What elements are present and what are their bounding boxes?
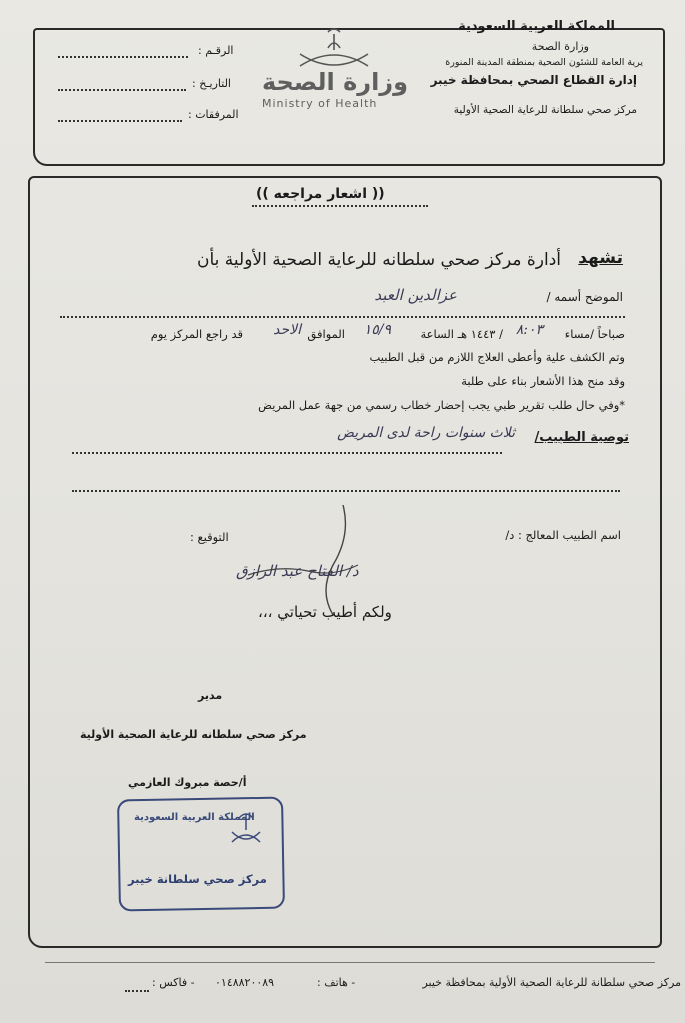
footer-fax-line (125, 990, 149, 992)
directorate-name: يرية العامة للشئون الصحية بمنطقة المدينة المنورة (445, 57, 643, 68)
director-name: أ/حصة مبروك العازمي (128, 776, 247, 789)
recommendation-value: ثلاث سنوات راحة لدى المريض (337, 425, 515, 441)
patient-name-line (60, 316, 625, 318)
recommendation-line-2 (72, 490, 620, 492)
certify-word: تشهد (578, 248, 623, 268)
document-title: (( اشعار مراجعه )) (256, 186, 385, 202)
recommendation-line (72, 452, 502, 454)
report-note-line: *وفي حال طلب تقرير طبي يجب إحضار خطاب رسمي من جهة عمل المريض (258, 398, 625, 412)
patient-name-value: عزالدين العبد (374, 286, 457, 304)
stamp-emblem (224, 810, 268, 850)
visit-date: ١٥/٩ (363, 322, 391, 338)
doctor-name-label: اسم الطبيب المعالج : د/ (505, 528, 621, 542)
certify-text: أدارة مركز صحي سلطانه للرعاية الصحية الأولية بأن (196, 250, 561, 270)
title-underline (252, 205, 428, 207)
visit-period: صباحاً /مساء (564, 327, 625, 341)
visit-year: / ١٤٤٣ هـ الساعة (420, 327, 503, 341)
closing-line: ولكم أطيب تحياتي ،،، (258, 603, 392, 621)
visit-prefix: قد راجع المركز يوم (150, 327, 243, 341)
center-name: مركز صحي سلطانة للرعاية الصحية الأولية (453, 104, 637, 116)
attachments-field-line (58, 120, 182, 122)
date-field-label: التاريـخ : (192, 77, 231, 90)
ministry-name: وزارة الصحة (531, 40, 589, 53)
patient-name-label: الموضح أسمه / (546, 290, 623, 304)
attachments-field-label: المرفقات : (188, 108, 239, 121)
recommendation-label: توصية الطبيب/ (534, 430, 629, 445)
footer-phone: ٠١٤٨٨٢٠٠٨٩ (215, 976, 275, 989)
kingdom-name: المملكة العربية السعودية (458, 19, 615, 34)
director-title: مدير (198, 689, 223, 702)
issued-line: وقد منح هذا الأشعار بناء على طلبة (461, 374, 625, 388)
footer-center-text: مركز صحي سلطانة للرعاية الصحية الأولية بمحافظة خيبر (422, 976, 681, 989)
logo-english-text: Ministry of Health (262, 97, 378, 110)
number-field-label: الرقـم : (198, 44, 234, 57)
footer-fax-label: - فاكس : (152, 976, 195, 989)
director-center: مركز صحي سلطانه للرعاية الصحية الأولية (80, 728, 307, 741)
treatment-line: وتم الكشف علية وأعطى العلاج اللازم من قبل الطبيب (369, 350, 625, 364)
signature-label: التوقيع : (190, 530, 229, 544)
date-field-line (58, 89, 186, 91)
visit-day: الاحد (273, 322, 301, 338)
doctor-signature-text: د/ الفتاح عبد الرازق (236, 562, 359, 580)
stamp-top-text: المملكة العربية السعودية (134, 812, 255, 823)
visit-mid-text: الموافق (307, 327, 345, 341)
footer-rule (45, 962, 655, 963)
logo-arabic-text: وزارة الصحة (262, 68, 409, 96)
stamp-bottom-text: مركز صحي سلطانة خيبر (128, 872, 267, 886)
footer-phone-label: - هاتف : (317, 976, 356, 989)
sector-name: إدارة القطاع الصحي بمحافظة خيبر (430, 73, 637, 87)
number-field-line (58, 56, 188, 58)
visit-time: ٨:٠٣ (515, 322, 543, 338)
